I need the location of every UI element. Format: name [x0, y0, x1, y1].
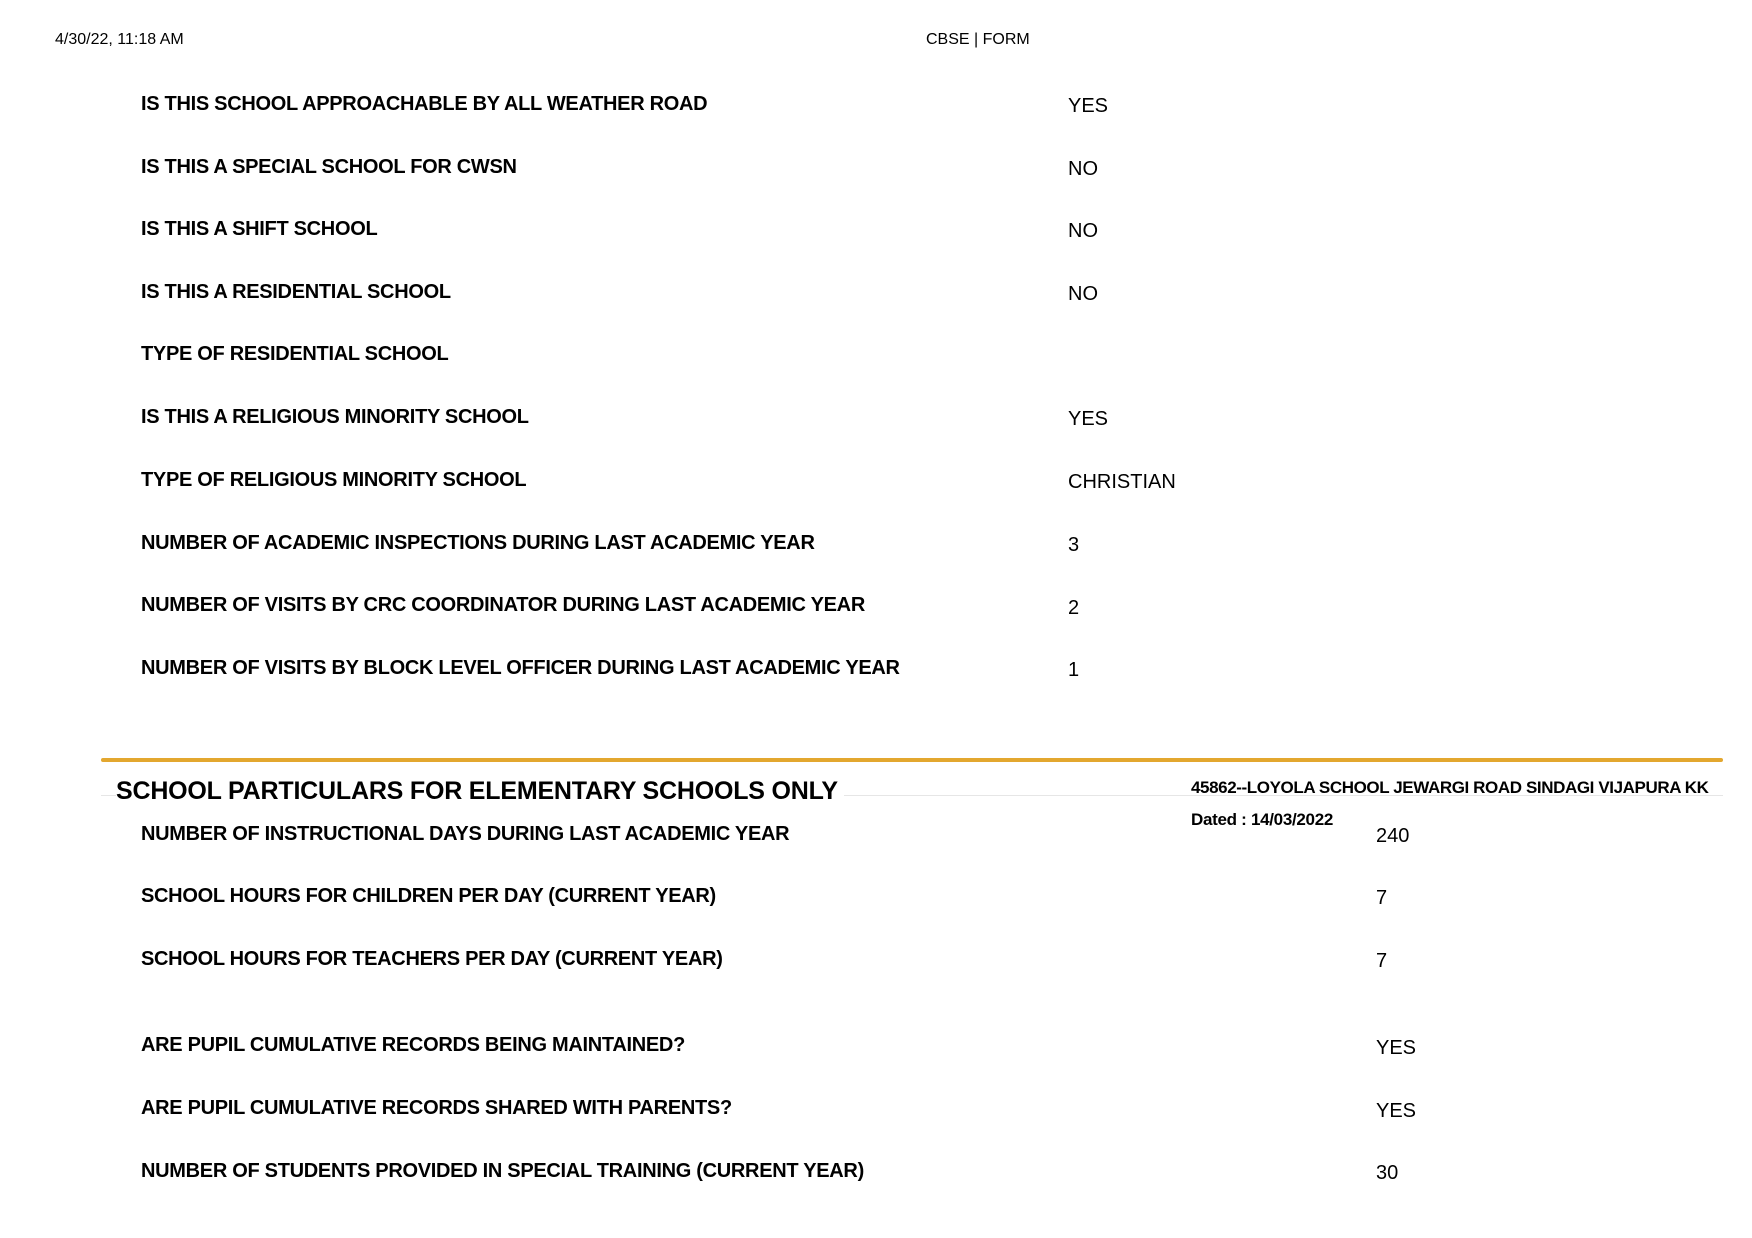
print-title: CBSE | FORM: [926, 31, 1030, 48]
row-value: 7: [1376, 950, 1388, 972]
row-label: TYPE OF RELIGIOUS MINORITY SCHOOL: [141, 469, 527, 491]
section-title: SCHOOL PARTICULARS FOR ELEMENTARY SCHOOLS ONLY: [116, 777, 844, 806]
row-label: NUMBER OF STUDENTS PROVIDED IN SPECIAL TRAINING (CURRENT YEAR): [141, 1160, 864, 1182]
row-value: 240: [1376, 825, 1410, 847]
row-value: YES: [1068, 95, 1109, 117]
row-label: IS THIS A RESIDENTIAL SCHOOL: [141, 281, 451, 303]
row-value: 3: [1068, 534, 1080, 556]
row-label: IS THIS SCHOOL APPROACHABLE BY ALL WEATHER ROAD: [141, 93, 708, 115]
print-datetime: 4/30/22, 11:18 AM: [55, 31, 184, 48]
row-value: NO: [1068, 158, 1098, 180]
row-value: 7: [1376, 887, 1388, 909]
row-label: IS THIS A RELIGIOUS MINORITY SCHOOL: [141, 406, 529, 428]
school-name: 45862--LOYOLA SCHOOL JEWARGI ROAD SINDAGI VIJAPURA KK: [1191, 778, 1709, 797]
section-accent-bar: [101, 758, 1723, 762]
row-label: TYPE OF RESIDENTIAL SCHOOL: [141, 343, 449, 365]
row-value: NO: [1068, 220, 1098, 242]
row-label: ARE PUPIL CUMULATIVE RECORDS SHARED WITH PARENTS?: [141, 1097, 732, 1119]
row-label: NUMBER OF ACADEMIC INSPECTIONS DURING LAST ACADEMIC YEAR: [141, 532, 815, 554]
print-header: [0, 31, 1752, 51]
row-label: SCHOOL HOURS FOR TEACHERS PER DAY (CURRENT YEAR): [141, 948, 723, 970]
row-label: SCHOOL HOURS FOR CHILDREN PER DAY (CURRENT YEAR): [141, 885, 716, 907]
row-label: NUMBER OF INSTRUCTIONAL DAYS DURING LAST ACADEMIC YEAR: [141, 823, 790, 845]
row-value: YES: [1376, 1037, 1417, 1059]
row-label: IS THIS A SHIFT SCHOOL: [141, 218, 378, 240]
row-value: CHRISTIAN: [1068, 471, 1176, 493]
row-label: IS THIS A SPECIAL SCHOOL FOR CWSN: [141, 156, 517, 178]
row-value: NO: [1068, 283, 1098, 305]
row-label: ARE PUPIL CUMULATIVE RECORDS BEING MAINTAINED?: [141, 1034, 685, 1056]
row-value: 30: [1376, 1162, 1399, 1184]
row-value: YES: [1376, 1100, 1417, 1122]
row-value: 1: [1068, 659, 1080, 681]
row-value: 2: [1068, 597, 1080, 619]
row-label: NUMBER OF VISITS BY BLOCK LEVEL OFFICER DURING LAST ACADEMIC YEAR: [141, 657, 900, 679]
school-dated: Dated : 14/03/2022: [1191, 810, 1334, 829]
row-label: NUMBER OF VISITS BY CRC COORDINATOR DURING LAST ACADEMIC YEAR: [141, 594, 865, 616]
row-value: YES: [1068, 408, 1109, 430]
